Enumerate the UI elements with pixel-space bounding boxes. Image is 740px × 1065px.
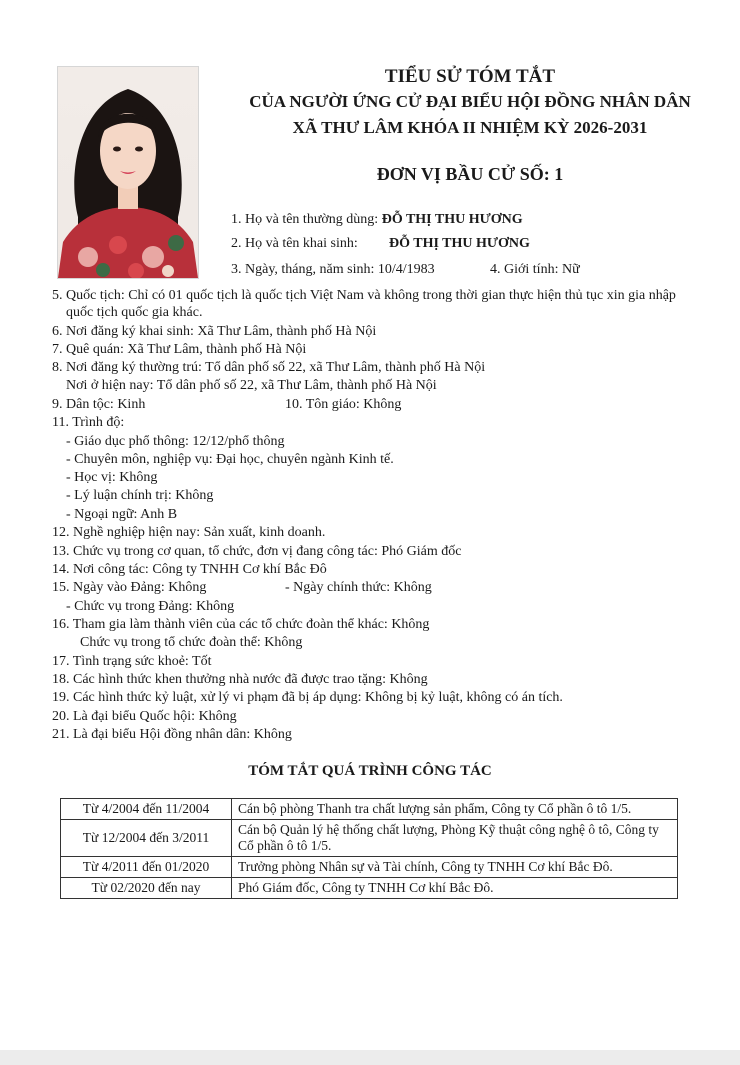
mass-organization-position: Chức vụ trong tổ chức đoàn thể: Không — [80, 635, 303, 650]
table-row — [61, 878, 678, 899]
work-history-table — [60, 798, 678, 899]
foreign-language: - Ngoại ngữ: Anh B — [66, 507, 178, 522]
work-description: Phó Giám đốc, Công ty TNHH Cơ khí Bắc Đô. — [232, 878, 678, 899]
professional-qualification: - Chuyên môn, nghiệp vụ: Đại học, chuyên ngành Kinh tế. — [66, 452, 394, 467]
current-residence: Nơi ở hiện nay: Tổ dân phố số 22, xã Thư Lâm, thành phố Hà Nội — [66, 378, 437, 393]
gender: 4. Giới tính: Nữ — [490, 262, 580, 277]
party-official-date: - Ngày chính thức: Không — [285, 580, 432, 595]
hometown: 7. Quê quán: Xã Thư Lâm, thành phố Hà Nội — [52, 342, 307, 357]
general-education: - Giáo dục phổ thông: 12/12/phổ thông — [66, 434, 285, 449]
work-history-title: TÓM TẮT QUÁ TRÌNH CÔNG TÁC — [248, 763, 492, 779]
work-description: Trưởng phòng Nhân sự và Tài chính, Công ty TNHH Cơ khí Bắc Đô. — [232, 857, 678, 878]
common-name-value: ĐỖ THỊ THU HƯƠNG — [381, 212, 523, 227]
birth-registration: 6. Nơi đăng ký khai sinh: Xã Thư Lâm, thành phố Hà Nội — [52, 324, 377, 339]
portrait-icon — [58, 67, 198, 278]
occupation: 12. Nghề nghiệp hiện nay: Sản xuất, kinh doanh. — [52, 525, 326, 540]
portrait-photo — [57, 66, 199, 279]
national-assembly-delegate: 20. Là đại biểu Quốc hội: Không — [52, 709, 237, 724]
religion: 10. Tôn giáo: Không — [285, 397, 402, 412]
workplace: 14. Nơi công tác: Công ty TNHH Cơ khí Bắc Đô — [52, 562, 327, 577]
disciplinary-record: 19. Các hình thức kỷ luật, xử lý vi phạm đã bị áp dụng: Không bị kỷ luật, không có án tích. — [52, 690, 563, 705]
qualification-heading: 11. Trình độ: — [52, 415, 125, 430]
political-theory: - Lý luận chính trị: Không — [66, 488, 214, 503]
party-position: - Chức vụ trong Đảng: Không — [66, 599, 235, 614]
common-name-label: 1. Họ và tên thường dùng: — [231, 212, 379, 227]
table-row — [61, 799, 678, 820]
page-bottom-edge — [0, 1050, 740, 1065]
state-awards: 18. Các hình thức khen thưởng nhà nước đã được trao tặng: Không — [52, 672, 428, 687]
work-period: Từ 4/2011 đến 01/2020 — [61, 857, 232, 878]
council-delegate: 21. Là đại biểu Hội đồng nhân dân: Không — [52, 727, 292, 742]
work-period: Từ 02/2020 đến nay — [61, 878, 232, 899]
work-period: Từ 4/2004 đến 11/2004 — [61, 799, 232, 820]
birth-name-value: ĐỖ THỊ THU HƯƠNG — [389, 236, 530, 251]
common-name-line — [231, 211, 523, 229]
document-subtitle-2: XÃ THƯ LÂM KHÓA II NHIỆM KỲ 2026-2031 — [292, 118, 648, 137]
electoral-unit: ĐƠN VỊ BẦU CỬ SỐ: 1 — [376, 164, 564, 184]
document-title: TIỂU SỬ TÓM TẮT — [384, 66, 556, 87]
document-subtitle-1: CỦA NGƯỜI ỨNG CỬ ĐẠI BIỂU HỘI ĐỒNG NHÂN DÂN — [249, 92, 691, 111]
permanent-residence: 8. Nơi đăng ký thường trú: Tổ dân phố số 22, xã Thư Lâm, thành phố Hà Nội — [52, 360, 486, 375]
academic-degree: - Học vị: Không — [66, 470, 158, 485]
position: 13. Chức vụ trong cơ quan, tổ chức, đơn vị đang công tác: Phó Giám đốc — [52, 544, 462, 559]
table-row — [61, 820, 678, 857]
work-description: Cán bộ phòng Thanh tra chất lượng sản phẩm, Công ty Cổ phần ô tô 1/5. — [232, 799, 678, 820]
nationality-line-2: quốc tịch quốc gia khác. — [66, 305, 203, 320]
birth-date: 3. Ngày, tháng, năm sinh: 10/4/1983 — [231, 262, 435, 277]
work-description: Cán bộ Quản lý hệ thống chất lượng, Phòng Kỹ thuật công nghệ ô tô, Công ty Cổ phần ô tô 1/5. — [232, 820, 678, 857]
table-row — [61, 857, 678, 878]
birth-name-value-wrap — [389, 235, 530, 253]
work-period: Từ 12/2004 đến 3/2011 — [61, 820, 232, 857]
ethnicity: 9. Dân tộc: Kinh — [52, 397, 146, 412]
nationality-line-1: 5. Quốc tịch: Chỉ có 01 quốc tịch là quốc tịch Việt Nam và không trong thời gian thực hiện thủ tục xin gia nhập — [52, 288, 676, 303]
mass-organizations: 16. Tham gia làm thành viên của các tổ chức đoàn thể khác: Không — [52, 617, 430, 632]
health-status: 17. Tình trạng sức khoẻ: Tốt — [52, 654, 212, 669]
birth-name-label: 2. Họ và tên khai sinh: — [231, 236, 358, 251]
party-admission: 15. Ngày vào Đảng: Không — [52, 580, 207, 595]
